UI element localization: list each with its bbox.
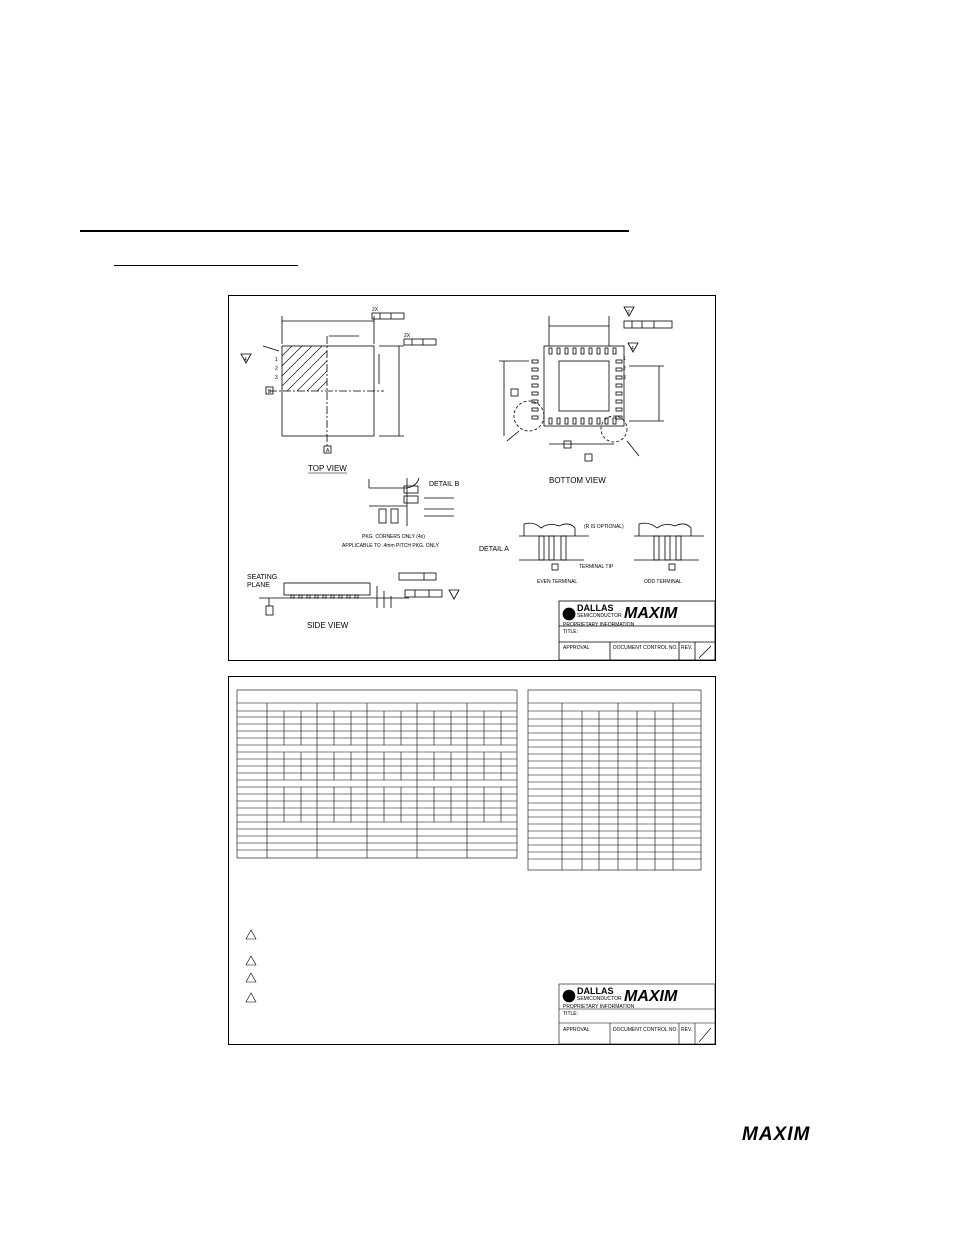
dallas-logo-text: DALLAS — [577, 603, 614, 613]
detail-b-label: DETAIL B — [429, 481, 460, 488]
rev-label-2: REV. — [681, 1027, 693, 1033]
terminal-tip-note: TERMINAL TIP — [579, 564, 614, 570]
side-view-label: SIDE VIEW — [307, 621, 349, 630]
dallas-logo-text-2: DALLAS — [577, 986, 614, 996]
dallas-logo-subtext: SEMICONDUCTOR — [577, 613, 622, 619]
maxim-footer-logo — [742, 1124, 850, 1142]
bv-pin-2-label: 2 — [623, 366, 626, 372]
dimension-tables — [229, 677, 715, 1044]
r-optional-note: (R IS OPTIONAL) — [584, 524, 624, 530]
package-drawing — [229, 296, 715, 660]
maxim-logo-text: MAXIM — [624, 605, 678, 622]
datum-b-label: B — [268, 389, 272, 395]
detail-a-label: DETAIL A — [479, 546, 509, 553]
datum-a-label: A — [326, 448, 330, 454]
bottom-view-body — [544, 346, 624, 426]
note-triangle — [246, 956, 256, 965]
maxim-logo-text-2: MAXIM — [624, 988, 678, 1005]
pkg-corners-note: PKG. CORNERS ONLY (4x) — [362, 534, 425, 540]
bv-pin-3-label: 3 — [623, 375, 626, 381]
title-label: TITLE: — [563, 629, 579, 635]
2x-label-2: 2X — [404, 333, 411, 339]
package-drawing-panel — [228, 295, 716, 661]
seating-plane-label-1: SEATING — [247, 574, 278, 581]
rev-label: REV. — [681, 645, 693, 651]
left-dimension-table — [237, 690, 517, 858]
doc-control-label-2: DOCUMENT CONTROL NO. — [613, 1027, 678, 1033]
approval-label: APPROVAL — [563, 645, 590, 651]
bottom-view-label: BOTTOM VIEW — [549, 476, 606, 485]
even-terminal-label: EVEN TERMINAL — [537, 579, 578, 585]
proprietary-label: PROPRIETARY INFORMATION — [563, 622, 635, 628]
approval-label-2: APPROVAL — [563, 1027, 590, 1033]
proprietary-label-2: PROPRIETARY INFORMATION — [563, 1004, 635, 1010]
dimension-table-panel — [228, 676, 716, 1045]
right-dimension-table — [528, 690, 701, 870]
note-triangle — [246, 973, 256, 982]
note-2-marker: 2 — [627, 310, 630, 316]
note-triangle — [246, 930, 256, 939]
note-4-marker: 4 — [244, 357, 247, 363]
odd-terminal-label: ODD TERMINAL — [644, 579, 682, 585]
title-label-2: TITLE: — [563, 1011, 579, 1017]
dallas-logo-subtext-2: SEMICONDUCTOR — [577, 996, 622, 1002]
bv-pin-1-label: 1 — [623, 356, 626, 362]
pin-2-label: 2 — [275, 366, 278, 372]
top-view-label: TOP VIEW — [308, 464, 347, 473]
pin-1-label: 1 — [275, 357, 278, 363]
pin-3-label: 3 — [275, 375, 278, 381]
doc-control-label: DOCUMENT CONTROL NO. — [613, 645, 678, 651]
note-triangle — [246, 993, 256, 1002]
seating-plane-label-2: PLANE — [247, 582, 270, 589]
2x-label-1: 2X — [372, 307, 379, 313]
subheader-rule — [114, 265, 298, 266]
header-rule — [80, 230, 629, 232]
applicable-note: APPLICABLE TO .4mm PITCH PKG. ONLY — [342, 543, 439, 549]
note-4-marker-bottom: 4 — [631, 346, 634, 352]
footer-brand-text: MAXIM — [742, 1124, 811, 1142]
